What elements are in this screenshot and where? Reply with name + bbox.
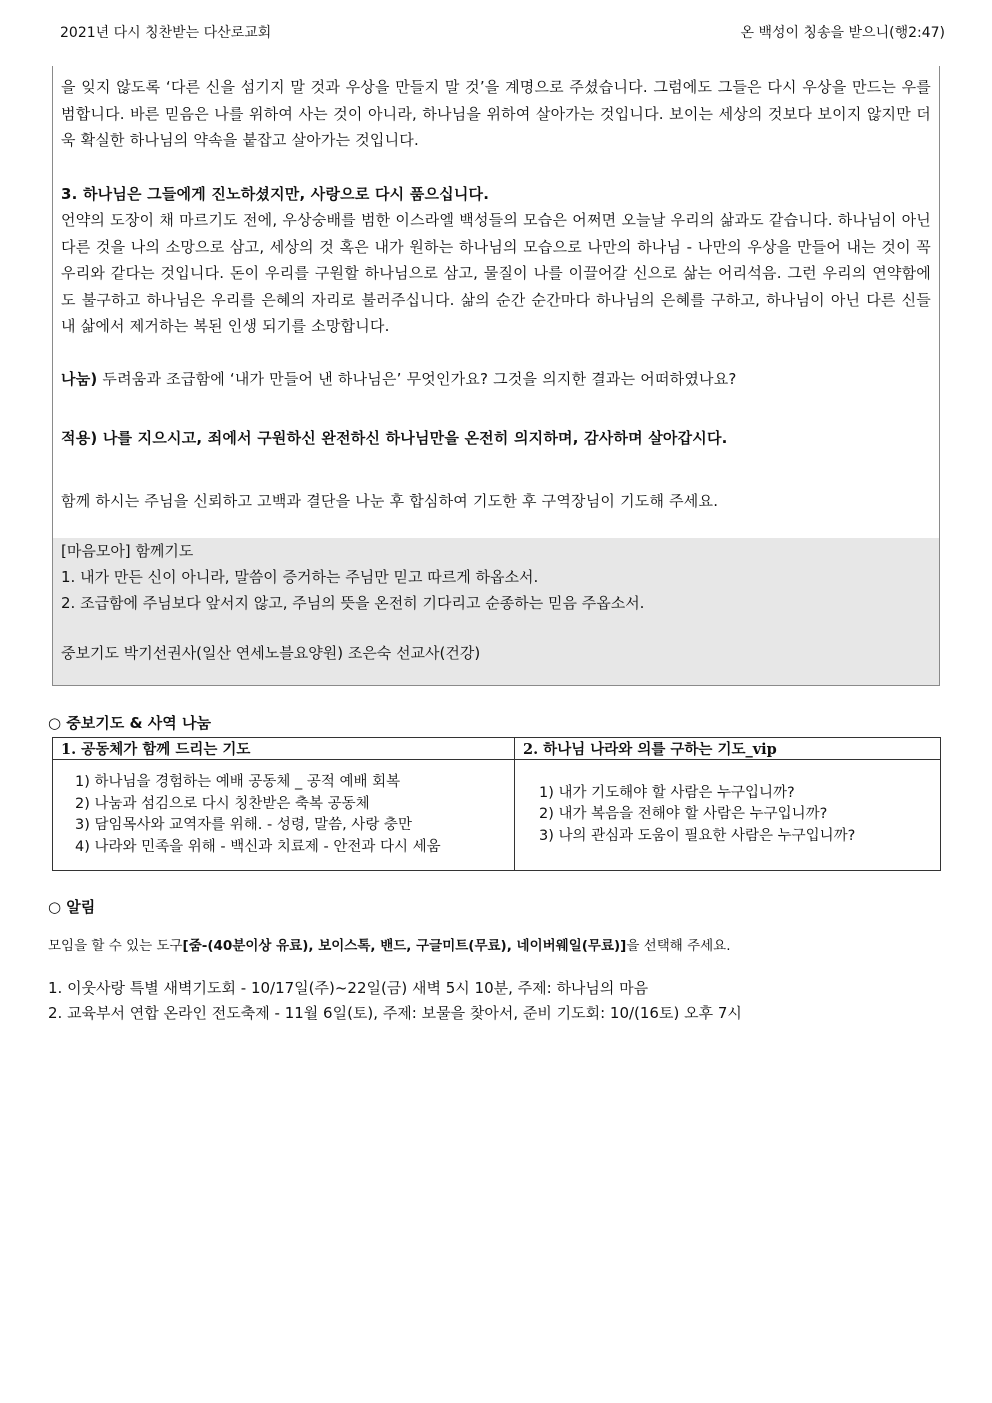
list-item: 3) 나의 관심과 도움이 필요한 사람은 누구입니까? [539,827,856,844]
table-header-community: 1. 공동체가 함께 드리는 기도 [53,738,515,760]
notice-item: 2. 교육부서 연합 온라인 전도축제 - 11월 6일(토), 주제: 보물을 찾아서, 준비 기도회: 10/(16토) 오후 7시 [48,1004,742,1022]
notice-intro-suffix: 을 선택해 주세요. [626,938,731,954]
table-cell-community [53,760,515,871]
point-3-heading: 3. 하나님은 그들에게 진노하셨지만, 사랑으로 다시 품으십니다. [61,184,490,203]
section-title-intercession: ○ 중보기도 & 사역 나눔 [48,714,211,732]
intercession-note: 중보기도 박기선권사(일산 연세노블요양원) 조은숙 선교사(건강) [61,644,481,662]
notice-item: 1. 이웃사랑 특별 새벽기도회 - 10/17일(주)~22일(금) 새벽 5시 10분, 주제: 하나님의 마음 [48,979,649,997]
closing-instruction: 함께 하시는 주님을 신뢰하고 고백과 결단을 나눈 후 합심하여 기도한 후 구역장님이 기도해 주세요. [61,491,719,510]
table-header-vip: 2. 하나님 나라와 의를 구하는 기도_vip [515,738,941,760]
apply-statement: 적용) 나를 지으시고, 죄에서 구원하신 완전하신 하나님만을 온전히 의지하며, 감사하며 살아갑시다. [61,429,728,447]
prayer-table [52,737,941,871]
body-paragraph-2: 언약의 도장이 채 마르기도 전에, 우상숭배를 범한 이스라엘 백성들의 모습은 어쩌면 오늘날 우리의 삶과도 같습니다. 하나님이 아닌 다른 것을 나의 소망으로 삼고, 세상의 것 혹은 내가 원하는 하나님의 모습으로 나만의 하나님 - 나만의 우상을 만들어 내는 것이 꼭 우리와 같다는 것입니다. 돈이 우리를 구원할 하나님으로 삼고, 물질이 나를 이끌어갈 신으로 삶는 어리석음. 그런 우리의 연약함에도 불구하고 하나님은 우리를 은혜의 자리로 불러주십니다. 삶의 순간 순간마다 하나님의 은혜를 구하고, 하나님이 아닌 다른 신들 내 삶에서 제거하는 복된 인생 되기를 소망합니다. [61,211,931,335]
prayer-item: 2. 조급함에 주님보다 앞서지 않고, 주님의 뜻을 온전히 기다리고 순종하는 믿음 주옵소서. [61,594,645,612]
share-question [61,366,931,393]
list-item: 2) 나눔과 섬김으로 다시 칭찬받은 축복 공동체 [75,795,370,812]
notice-tools: [줌-(40분이상 유료), 보이스톡, 밴드, 구글미트(무료), 네이버웨일(무료)] [182,938,627,954]
list-item: 1) 내가 기도해야 할 사람은 누구입니까? [539,784,795,801]
prayer-item: 1. 내가 만든 신이 아니라, 말씀이 증거하는 주님만 믿고 따르게 하옵소서. [61,568,539,586]
list-item: 4) 나라와 민족을 위해 - 백신과 치료제 - 안전과 다시 세움 [75,838,441,855]
list-item: 3) 담임목사와 교역자를 위해. - 성령, 말씀, 사랑 충만 [75,817,412,833]
header-verse: 온 백성이 칭송을 받으니(행2:47) [740,25,945,41]
body-paragraph-1: 을 잊지 않도록 ‘다른 신을 섬기지 말 것과 우상을 만들지 말 것’을 계명으로 주셨습니다. 그럼에도 그들은 다시 우상을 만드는 우를 범합니다. 바른 믿음은 나를 위하여 사는 것이 아니라, 하나님을 위하여 살아가는 것입니다. 보이는 세상의 것보다 보이지 않지만 더욱 확실한 하나님의 약속을 붙잡고 살아가는 것입니다. [61,78,931,149]
share-text: 두려움과 조급함에 ‘내가 만들어 낸 하나님은’ 무엇인가요? 그것을 의지한 결과는 어떠하였나요? [97,369,737,388]
table-cell-vip [515,760,941,871]
list-item: 2) 내가 복음을 전해야 할 사람은 누구입니까? [539,806,828,823]
share-label: 나눔) [61,369,98,388]
header-church-name: 2021년 다시 칭찬받는 다산로교회 [60,25,272,41]
notice-list [48,976,742,1026]
notice-intro [48,934,731,954]
section-title-notice: ○ 알림 [48,898,96,916]
prayer-panel-title: [마음모아] 함께기도 [61,542,194,560]
notice-intro-prefix: 모임을 할 수 있는 도구 [48,938,183,954]
sermon-box [52,66,940,686]
prayer-panel [53,538,939,685]
sermon-text-area [61,66,931,514]
list-item: 1) 하나님을 경험하는 예배 공동체 _ 공적 예배 회복 [75,774,401,790]
